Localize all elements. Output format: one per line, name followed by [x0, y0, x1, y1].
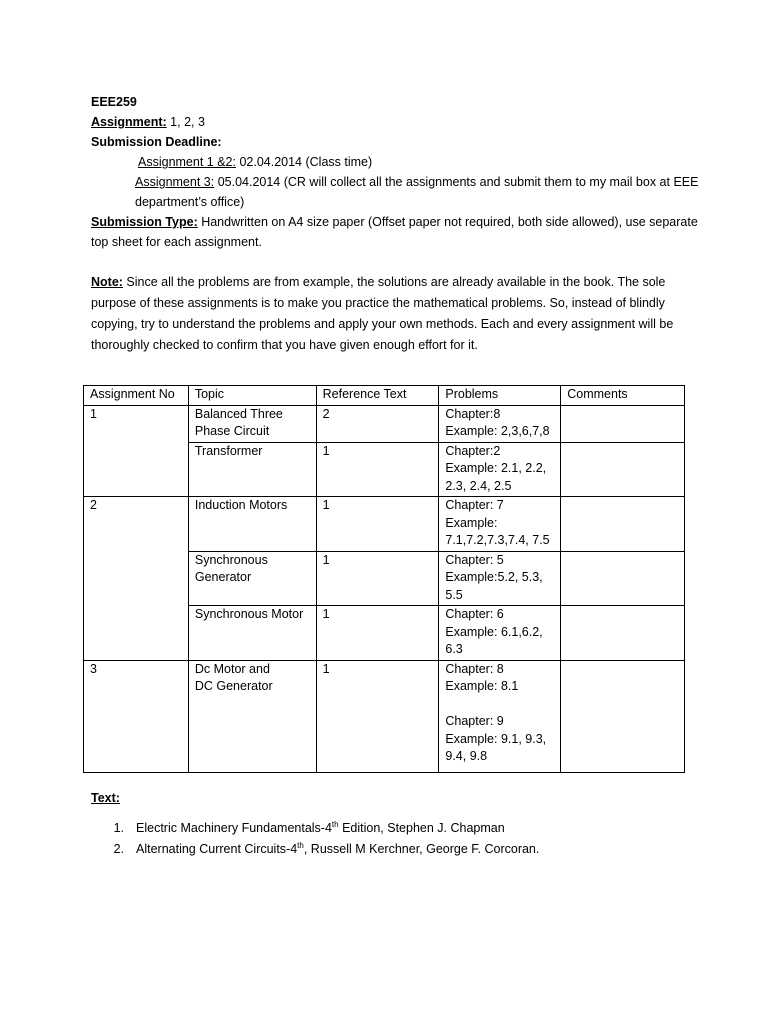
submission-type-label: Submission Type: — [91, 215, 198, 229]
deadline-1-label: Assignment 1 &2: — [138, 155, 236, 169]
header-comments: Comments — [561, 386, 685, 406]
table-row — [84, 660, 685, 772]
submission-type-value: Handwritten on A4 size paper (Offset paper not required, both side allowed), use separate top sheet for each assignment. — [91, 215, 698, 249]
reference-cell: 1 — [316, 660, 439, 772]
reference-list — [91, 818, 691, 860]
problems-cell: Chapter: 7 Example: 7.1,7.2,7.3,7.4, 7.5 — [439, 497, 561, 552]
topic-cell: Induction Motors — [188, 497, 316, 552]
note-paragraph — [91, 272, 695, 356]
reference-cell: 1 — [316, 606, 439, 661]
comments-cell — [561, 551, 685, 606]
reference-cell: 2 — [316, 405, 439, 442]
reference-cell: 1 — [316, 442, 439, 497]
assignment-value: 1, 2, 3 — [166, 115, 205, 129]
deadline-2-value: 05.04.2014 (CR will collect all the assignments and submit them to my mail box at EEE department’s office) — [135, 175, 699, 209]
comments-cell — [561, 405, 685, 442]
deadline-2-label: Assignment 3: — [135, 175, 215, 189]
topic-cell: Synchronous Motor — [188, 606, 316, 661]
assignment-no-cell: 2 — [84, 497, 189, 661]
reference-texts — [91, 787, 691, 860]
submission-type-line — [91, 212, 711, 252]
header-assignment-no: Assignment No — [84, 386, 189, 406]
comments-cell — [561, 606, 685, 661]
list-item: 1. Electric Machinery Fundamentals-4th Edition, Stephen J. Chapman — [113, 819, 505, 835]
topic-cell: Transformer — [188, 442, 316, 497]
assignment-no-cell: 3 — [84, 660, 189, 772]
text-heading: Text: — [91, 791, 120, 805]
problems-cell: Chapter:2 Example: 2.1, 2.2, 2.3, 2.4, 2.5 — [439, 442, 561, 497]
note-label: Note: — [91, 275, 123, 289]
assignment-table — [83, 385, 685, 773]
deadline-2-line — [91, 172, 711, 212]
problems-cell: Chapter:8 Example: 2,3,6,7,8 — [439, 405, 561, 442]
topic-cell: Balanced Three Phase Circuit — [188, 405, 316, 442]
problems-cell: Chapter: 8 Example: 8.1 Chapter: 9 Example: 9.1, 9.3, 9.4, 9.8 — [439, 660, 561, 772]
assignment-line — [91, 112, 711, 132]
course-code: EEE259 — [91, 95, 137, 109]
header-problems: Problems — [439, 386, 561, 406]
reference-cell: 1 — [316, 551, 439, 606]
list-item: 2. Alternating Current Circuits-4th, Russell M Kerchner, George F. Corcoran. — [113, 840, 540, 856]
deadline-1-value: 02.04.2014 (Class time) — [235, 155, 373, 169]
note-text: Since all the problems are from example, the solutions are already available in the book. The sole purpose of these assignments is to make you practice the mathematical problems. So, instead of blindly copying, try to understand the problems and apply your own methods. Each and every assignment will be thoroughly checked to confirm that you have given enough effort for it. — [91, 275, 674, 352]
topic-cell: Synchronous Generator — [188, 551, 316, 606]
table-row — [84, 497, 685, 552]
table-row — [84, 405, 685, 442]
deadline-1-line — [91, 152, 711, 172]
header-reference-text: Reference Text — [316, 386, 439, 406]
comments-cell — [561, 660, 685, 772]
deadline-heading: Submission Deadline: — [91, 135, 222, 149]
header-topic: Topic — [188, 386, 316, 406]
problems-cell: Chapter: 6 Example: 6.1,6.2, 6.3 — [439, 606, 561, 661]
problems-cell: Chapter: 5 Example:5.2, 5.3, 5.5 — [439, 551, 561, 606]
assignment-label: Assignment: — [91, 115, 167, 129]
topic-cell: Dc Motor and DC Generator — [188, 660, 316, 772]
reference-cell: 1 — [316, 497, 439, 552]
assignment-header — [91, 92, 711, 252]
assignment-no-cell: 1 — [84, 405, 189, 497]
comments-cell — [561, 497, 685, 552]
comments-cell — [561, 442, 685, 497]
table-header-row — [84, 386, 685, 406]
